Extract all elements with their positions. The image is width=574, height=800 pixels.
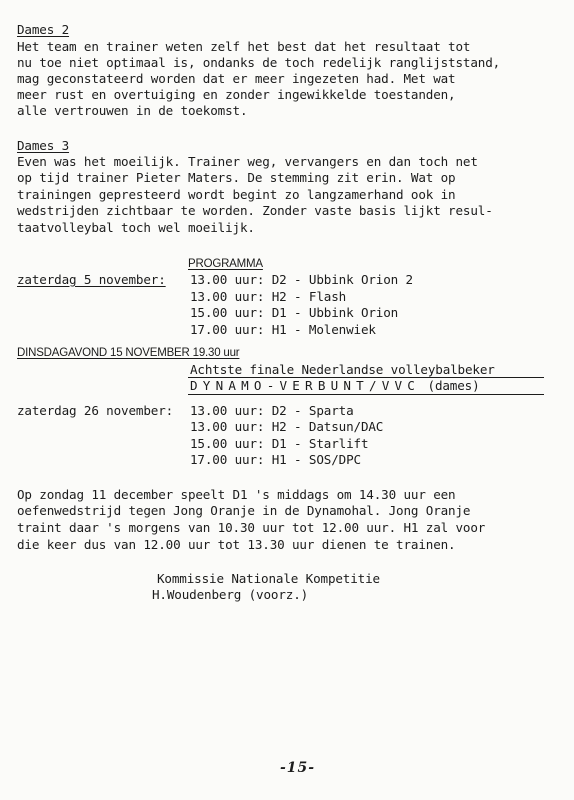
paragraph-line: nu toe niet optimaal is, ondanks de toch redelijk ranglijststand,: [17, 55, 501, 70]
page-number: -15-: [280, 760, 316, 776]
match-date: zaterdag 5 november:: [17, 272, 166, 287]
paragraph-line: taatvolleybal toch wel moeilijk.: [17, 220, 255, 235]
cup-match-subtitle: Achtste finale Nederlandse volleybalbeker: [190, 362, 495, 377]
cup-match-heading: DINSDAGAVOND 15 NOVEMBER 19.30 uur: [17, 347, 240, 359]
paragraph-line: trainingen gepresteerd wordt begint zo langzamerhand ook in: [17, 187, 456, 202]
match-line: 17.00 uur: H1 - Molenwiek: [190, 322, 376, 337]
programma-heading: PROGRAMMA: [188, 258, 263, 270]
match-line: 13.00 uur: H2 - Datsun/DAC: [190, 419, 384, 434]
signature-name: H.Woudenberg (voorz.): [152, 587, 309, 602]
match-date: zaterdag 26 november:: [17, 403, 174, 418]
paragraph-line: Op zondag 11 december speelt D1 's middags om 14.30 uur een: [17, 487, 456, 502]
signature-committee: Kommissie Nationale Kompetitie: [157, 571, 380, 586]
section-heading-dames-3: Dames 3: [17, 138, 70, 153]
match-line: 15.00 uur: D1 - Starlift: [190, 436, 369, 451]
match-line: 13.00 uur: H2 - Flash: [190, 289, 347, 304]
paragraph-line: Het team en trainer weten zelf het best dat het resultaat tot: [17, 39, 471, 54]
section-heading-dames-2: Dames 2: [17, 22, 70, 37]
paragraph-line: wedstrijden zichtbaar te worden. Zonder vaste basis lijkt resul-: [17, 203, 493, 218]
paragraph-line: oefenwedstrijd tegen Jong Oranje in de Dynamohal. Jong Oranje: [17, 503, 471, 518]
match-line: 13.00 uur: D2 - Ubbink Orion 2: [190, 272, 413, 287]
match-line: 17.00 uur: H1 - SOS/DPC: [190, 452, 361, 467]
paragraph-line: mag geconstateerd worden dat er meer ingezeten had. Met wat: [17, 71, 456, 86]
cup-match-line: [190, 378, 480, 394]
divider: [188, 394, 544, 395]
paragraph-line: traint daar 's morgens van 10.30 uur tot 12.00 uur. H1 zal voor: [17, 520, 486, 535]
cup-match-note: (dames): [427, 378, 480, 393]
paragraph-line: op tijd trainer Pieter Maters. De stemming zit erin. Wat op: [17, 170, 456, 185]
match-line: 15.00 uur: D1 - Ubbink Orion: [190, 305, 399, 320]
paragraph-line: alle vertrouwen in de toekomst.: [17, 103, 248, 118]
paragraph-line: meer rust en overtuiging en zonder ingewikkelde toestanden,: [17, 87, 456, 102]
paragraph-line: die keer dus van 12.00 uur tot 13.30 uur dienen te trainen.: [17, 537, 456, 552]
cup-match-teams: DYNAMO-VERBUNT/VVC: [190, 378, 421, 393]
match-line: 13.00 uur: D2 - Sparta: [190, 403, 354, 418]
paragraph-line: Even was het moeilijk. Trainer weg, vervangers en dan toch net: [17, 154, 478, 169]
